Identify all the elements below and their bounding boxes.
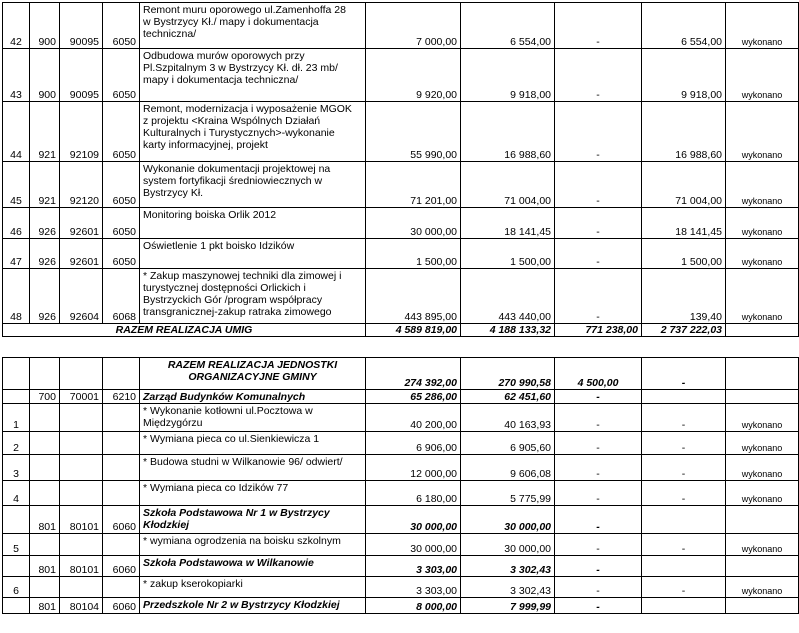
investment-table-bottom <box>2 357 799 614</box>
rozdzial-code <box>60 432 103 455</box>
status-text: wykonano <box>726 102 799 162</box>
row-number <box>3 556 30 577</box>
plan-amount: 7 000,00 <box>366 3 461 49</box>
status-text: wykonano <box>726 3 799 49</box>
amount-col4: - <box>642 432 726 455</box>
table-row <box>3 404 799 432</box>
amount-col3: - <box>555 556 642 577</box>
paragraf-code <box>103 432 140 455</box>
rozdzial-code: 92120 <box>60 162 103 208</box>
dzial-code <box>30 455 60 481</box>
executed-amount: 5 775,99 <box>461 481 555 506</box>
paragraf-code: 6050 <box>103 239 140 269</box>
paragraf-code: 6050 <box>103 102 140 162</box>
rozdzial-code: 92601 <box>60 239 103 269</box>
plan-amount: 55 990,00 <box>366 102 461 162</box>
status-text <box>726 598 799 614</box>
task-description: * wymiana ogrodzenia na boisku szkolnym <box>140 534 366 556</box>
dzial-code: 801 <box>30 556 60 577</box>
executed-amount: 6 554,00 <box>461 3 555 49</box>
executed-amount: 3 302,43 <box>461 577 555 598</box>
row-number: 47 <box>3 239 30 269</box>
rozdzial-code: 80101 <box>60 556 103 577</box>
plan-amount: 12 000,00 <box>366 455 461 481</box>
rozdzial-code <box>60 404 103 432</box>
plan-amount: 71 201,00 <box>366 162 461 208</box>
executed-amount: 30 000,00 <box>461 534 555 556</box>
summary-executed: 270 990,58 <box>461 358 555 390</box>
status-text: wykonano <box>726 534 799 556</box>
dzial-code: 921 <box>30 102 60 162</box>
executed-amount: 18 141,45 <box>461 208 555 239</box>
status-text: wykonano <box>726 269 799 324</box>
summary-col4: - <box>642 358 726 390</box>
dzial-code: 926 <box>30 239 60 269</box>
plan-amount: 65 286,00 <box>366 390 461 404</box>
amount-col4 <box>642 390 726 404</box>
rozdzial-code: 92601 <box>60 208 103 239</box>
summary-header-row <box>3 358 799 390</box>
task-description: Szkoła Podstawowa w Wilkanowie <box>140 556 366 577</box>
executed-amount: 30 000,00 <box>461 506 555 534</box>
plan-amount: 1 500,00 <box>366 239 461 269</box>
amount-col4: - <box>642 577 726 598</box>
table-row <box>3 481 799 506</box>
table-row <box>3 577 799 598</box>
row-number: 4 <box>3 481 30 506</box>
table-row <box>3 162 799 208</box>
dzial-code <box>30 432 60 455</box>
plan-amount: 6 906,00 <box>366 432 461 455</box>
dzial-code: 900 <box>30 3 60 49</box>
row-number: 45 <box>3 162 30 208</box>
paragraf-code <box>103 404 140 432</box>
paragraf-code: 6060 <box>103 598 140 614</box>
amount-col3: - <box>555 455 642 481</box>
plan-amount: 6 180,00 <box>366 481 461 506</box>
total-executed: 4 188 133,32 <box>461 324 555 337</box>
task-description: Szkoła Podstawowa Nr 1 w Bystrzycy Kłodzkiej <box>140 506 366 534</box>
investment-table-top <box>2 2 799 337</box>
status-text: wykonano <box>726 577 799 598</box>
dzial-code: 700 <box>30 390 60 404</box>
rozdzial-code <box>60 577 103 598</box>
table-row <box>3 598 799 614</box>
rozdzial-code <box>60 455 103 481</box>
row-number <box>3 506 30 534</box>
task-description: Wykonanie dokumentacji projektowej na system fortyfikacji średniowiecznych w Bystrzycy Kł. <box>140 162 366 208</box>
row-number: 6 <box>3 577 30 598</box>
table-row <box>3 432 799 455</box>
dzial-code: 926 <box>30 208 60 239</box>
task-description: Remont muru oporowego ul.Zamenhoffa 28 w Bystrzycy Kł./ mapy i dokumentacja techniczna/ <box>140 3 366 49</box>
executed-amount: 71 004,00 <box>461 162 555 208</box>
task-description: * Budowa studni w Wilkanowie 96/ odwiert/ <box>140 455 366 481</box>
summary-plan: 274 392,00 <box>366 358 461 390</box>
amount-col3: - <box>555 390 642 404</box>
paragraf-code: 6050 <box>103 49 140 102</box>
amount-col3: - <box>555 481 642 506</box>
plan-amount: 40 200,00 <box>366 404 461 432</box>
amount-col4 <box>642 506 726 534</box>
status-text: wykonano <box>726 49 799 102</box>
task-description: * Zakup maszynowej techniki dla zimowej i turystycznej dostępności Orlickich i Bystrzyckich Gór /program współpracy transgranicznej-zakup ratraka zimowego <box>140 269 366 324</box>
table-row <box>3 102 799 162</box>
row-number: 1 <box>3 404 30 432</box>
task-description: Odbudowa murów oporowych przy Pl.Szpitalnym 3 w Bystrzycy Kł. dł. 23 mb/ mapy i dokumentacja techniczna/ <box>140 49 366 102</box>
executed-amount: 9 918,00 <box>461 49 555 102</box>
amount-col3: - <box>555 162 642 208</box>
status-text <box>726 390 799 404</box>
table-row <box>3 506 799 534</box>
plan-amount: 30 000,00 <box>366 208 461 239</box>
amount-col3: - <box>555 269 642 324</box>
dzial-code: 801 <box>30 598 60 614</box>
amount-col4: - <box>642 481 726 506</box>
table-row <box>3 49 799 102</box>
paragraf-code: 6050 <box>103 3 140 49</box>
amount-col4: 16 988,60 <box>642 102 726 162</box>
task-description: * zakup kserokopiarki <box>140 577 366 598</box>
table-row <box>3 534 799 556</box>
row-number: 48 <box>3 269 30 324</box>
row-number: 43 <box>3 49 30 102</box>
total-col4: 2 737 222,03 <box>642 324 726 337</box>
plan-amount: 9 920,00 <box>366 49 461 102</box>
executed-amount: 443 440,00 <box>461 269 555 324</box>
paragraf-code <box>103 455 140 481</box>
amount-col3: - <box>555 49 642 102</box>
empty-cell <box>103 358 140 390</box>
dzial-code: 801 <box>30 506 60 534</box>
table-row <box>3 208 799 239</box>
dzial-code: 926 <box>30 269 60 324</box>
amount-col4 <box>642 598 726 614</box>
amount-col3: - <box>555 432 642 455</box>
dzial-code <box>30 577 60 598</box>
row-number: 3 <box>3 455 30 481</box>
total-plan: 4 589 819,00 <box>366 324 461 337</box>
amount-col3: - <box>555 208 642 239</box>
amount-col4: 71 004,00 <box>642 162 726 208</box>
executed-amount: 1 500,00 <box>461 239 555 269</box>
rozdzial-code: 92109 <box>60 102 103 162</box>
summary-col3: 4 500,00 <box>555 358 642 390</box>
summary-label: RAZEM REALIZACJA JEDNOSTKI ORGANIZACYJNE GMINY <box>140 358 366 390</box>
plan-amount: 8 000,00 <box>366 598 461 614</box>
dzial-code: 921 <box>30 162 60 208</box>
paragraf-code: 6060 <box>103 506 140 534</box>
amount-col3: - <box>555 506 642 534</box>
status-text <box>726 506 799 534</box>
rozdzial-code: 90095 <box>60 3 103 49</box>
rozdzial-code: 90095 <box>60 49 103 102</box>
table-row <box>3 455 799 481</box>
amount-col4: 9 918,00 <box>642 49 726 102</box>
paragraf-code: 6068 <box>103 269 140 324</box>
executed-amount: 6 905,60 <box>461 432 555 455</box>
paragraf-code <box>103 577 140 598</box>
rozdzial-code: 70001 <box>60 390 103 404</box>
total-row <box>3 324 799 337</box>
table-row <box>3 556 799 577</box>
amount-col4: 6 554,00 <box>642 3 726 49</box>
task-description: * Wymiana pieca co ul.Sienkiewicza 1 <box>140 432 366 455</box>
dzial-code <box>30 481 60 506</box>
dzial-code <box>30 534 60 556</box>
executed-amount: 16 988,60 <box>461 102 555 162</box>
paragraf-code: 6050 <box>103 208 140 239</box>
status-text: wykonano <box>726 455 799 481</box>
task-description: Monitoring boiska Orlik 2012 <box>140 208 366 239</box>
paragraf-code: 6050 <box>103 162 140 208</box>
dzial-code: 900 <box>30 49 60 102</box>
status-text: wykonano <box>726 404 799 432</box>
rozdzial-code: 80104 <box>60 598 103 614</box>
status-text: wykonano <box>726 239 799 269</box>
row-number <box>3 598 30 614</box>
task-description: Przedszkole Nr 2 w Bystrzycy Kłodzkiej <box>140 598 366 614</box>
paragraf-code <box>103 534 140 556</box>
plan-amount: 3 303,00 <box>366 556 461 577</box>
executed-amount: 3 302,43 <box>461 556 555 577</box>
status-text <box>726 556 799 577</box>
status-text: wykonano <box>726 208 799 239</box>
total-col3: 771 238,00 <box>555 324 642 337</box>
paragraf-code: 6060 <box>103 556 140 577</box>
paragraf-code: 6210 <box>103 390 140 404</box>
amount-col3: - <box>555 404 642 432</box>
status-text: wykonano <box>726 432 799 455</box>
amount-col4: - <box>642 455 726 481</box>
amount-col4: 18 141,45 <box>642 208 726 239</box>
amount-col3: - <box>555 3 642 49</box>
amount-col4: 139,40 <box>642 269 726 324</box>
task-description: Zarząd Budynków Komunalnych <box>140 390 366 404</box>
row-number <box>3 390 30 404</box>
row-number: 46 <box>3 208 30 239</box>
total-label: RAZEM REALIZACJA UMIG <box>3 324 366 337</box>
table-row <box>3 390 799 404</box>
plan-amount: 443 895,00 <box>366 269 461 324</box>
rozdzial-code <box>60 534 103 556</box>
empty-cell <box>726 324 799 337</box>
task-description: * Wymiana pieca co Idzików 77 <box>140 481 366 506</box>
amount-col4: 1 500,00 <box>642 239 726 269</box>
task-description: * Wykonanie kotłowni ul.Pocztowa w Międzygórzu <box>140 404 366 432</box>
table-row <box>3 269 799 324</box>
row-number: 44 <box>3 102 30 162</box>
task-description: Remont, modernizacja i wyposażenie MGOK z projektu <Kraina Wspólnych Działań Kulturalnych i Turystycznych>-wykonanie karty informacyjnej, projekt <box>140 102 366 162</box>
table-row <box>3 3 799 49</box>
amount-col3: - <box>555 598 642 614</box>
amount-col4: - <box>642 404 726 432</box>
plan-amount: 30 000,00 <box>366 534 461 556</box>
amount-col3: - <box>555 102 642 162</box>
plan-amount: 30 000,00 <box>366 506 461 534</box>
amount-col3: - <box>555 577 642 598</box>
paragraf-code <box>103 481 140 506</box>
row-number: 2 <box>3 432 30 455</box>
rozdzial-code <box>60 481 103 506</box>
amount-col4: - <box>642 534 726 556</box>
empty-cell <box>30 358 60 390</box>
amount-col3: - <box>555 534 642 556</box>
amount-col4 <box>642 556 726 577</box>
empty-cell <box>60 358 103 390</box>
executed-amount: 40 163,93 <box>461 404 555 432</box>
empty-cell <box>726 358 799 390</box>
plan-amount: 3 303,00 <box>366 577 461 598</box>
status-text: wykonano <box>726 162 799 208</box>
amount-col3: - <box>555 239 642 269</box>
status-text: wykonano <box>726 481 799 506</box>
rozdzial-code: 80101 <box>60 506 103 534</box>
dzial-code <box>30 404 60 432</box>
task-description: Oświetlenie 1 pkt boisko Idzików <box>140 239 366 269</box>
executed-amount: 62 451,60 <box>461 390 555 404</box>
row-number: 5 <box>3 534 30 556</box>
empty-cell <box>3 358 30 390</box>
executed-amount: 7 999,99 <box>461 598 555 614</box>
row-number: 42 <box>3 3 30 49</box>
table-row <box>3 239 799 269</box>
executed-amount: 9 606,08 <box>461 455 555 481</box>
rozdzial-code: 92604 <box>60 269 103 324</box>
